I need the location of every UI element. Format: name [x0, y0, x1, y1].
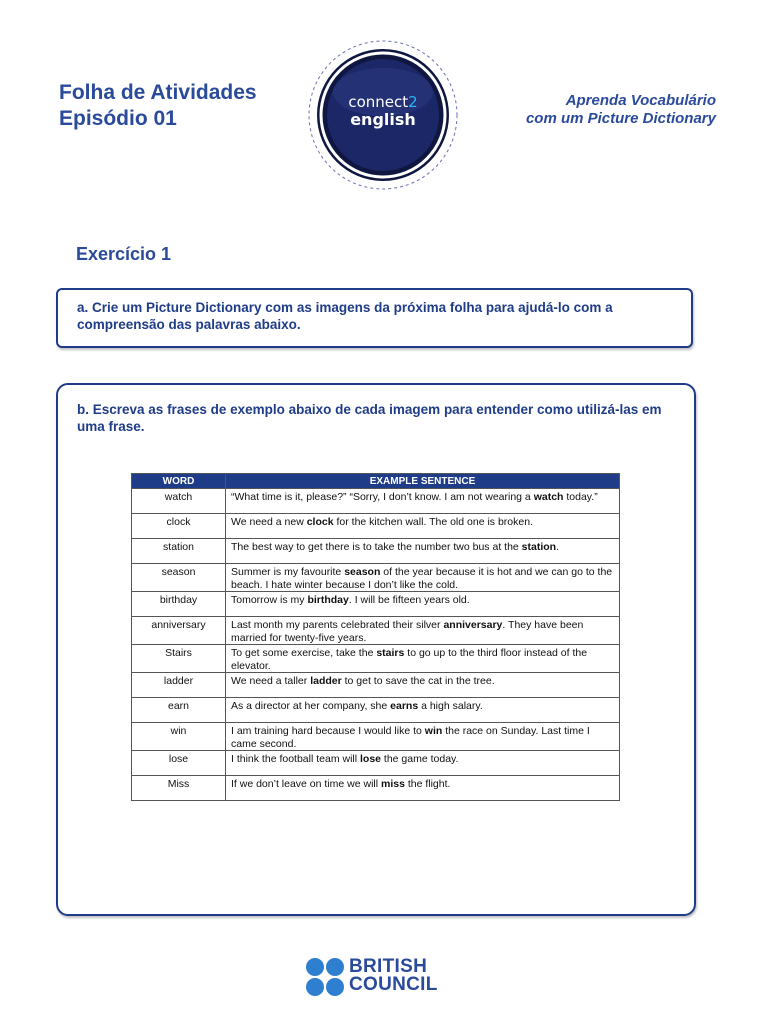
table-row	[132, 723, 620, 751]
sentence-text: for the kitchen wall. The old one is broken.	[333, 516, 533, 528]
highlighted-word: anniversary	[443, 619, 503, 631]
example-sentence-cell	[226, 592, 620, 617]
example-sentence-cell	[226, 776, 620, 801]
sentence-text: As a director at her company, she	[231, 700, 391, 712]
logo-two: 2	[408, 93, 418, 111]
sentence-text: Last month my parents celebrated their silver	[231, 619, 444, 631]
highlighted-word: season	[344, 566, 381, 578]
logo-text	[300, 94, 466, 129]
highlighted-word: miss	[380, 778, 405, 790]
sentence-text: . They have been married for twenty-five years.	[231, 619, 584, 644]
sentence-text: the flight.	[404, 778, 451, 790]
table-row	[132, 489, 620, 514]
sentence-text: to go up to the third floor instead of the elevator.	[231, 647, 588, 672]
table-row	[132, 592, 620, 617]
sentence-text: We need a taller	[231, 675, 311, 687]
word-cell: watch	[132, 489, 226, 514]
header-example-sentence: EXAMPLE SENTENCE	[226, 474, 620, 489]
table-row	[132, 776, 620, 801]
instruction-box-a	[56, 288, 693, 348]
subtitle-line-1: Aprenda Vocabulário	[565, 92, 716, 109]
sentence-text: If we don’t leave on time we will	[231, 778, 381, 790]
header-word: WORD	[132, 474, 226, 489]
british-council-dots-icon	[306, 958, 346, 996]
brand-line-1: BRITISH	[349, 956, 428, 977]
sentence-text: I think the football team will	[231, 753, 360, 765]
sentence-text: a high salary.	[418, 700, 483, 712]
table-row	[132, 673, 620, 698]
sentence-text: the game today.	[381, 753, 459, 765]
british-council-logo	[306, 958, 446, 996]
subtitle-line-2: com um Picture Dictionary	[525, 110, 716, 127]
vocabulary-table	[131, 473, 620, 801]
word-cell: station	[132, 539, 226, 564]
sentence-text: today.”	[563, 491, 598, 503]
highlighted-word: birthday	[307, 594, 349, 606]
sentence-text: I am training hard because I would like to	[231, 725, 425, 737]
sentence-text: We need a new	[231, 516, 307, 528]
instruction-a-text: a. Crie um Picture Dictionary com as imagens da próxima folha para ajudá-lo com a compreensão das palavras abaixo.	[77, 300, 613, 332]
word-cell: win	[132, 723, 226, 751]
sentence-text: to get to save the cat in the tree.	[341, 675, 495, 687]
table-row	[132, 514, 620, 539]
sentence-text: .	[556, 541, 560, 553]
word-cell: birthday	[132, 592, 226, 617]
word-cell: Miss	[132, 776, 226, 801]
exercise-title: Exercício 1	[76, 244, 172, 264]
page-subtitle	[526, 92, 716, 128]
table-row	[132, 564, 620, 592]
highlighted-word: earns	[390, 700, 419, 712]
table-row	[132, 617, 620, 645]
highlighted-word: station	[521, 541, 557, 553]
highlighted-word: lose	[359, 753, 381, 765]
word-cell: anniversary	[132, 617, 226, 645]
sentence-text: . I will be fifteen years old.	[348, 594, 470, 606]
connect2english-logo	[300, 40, 466, 190]
example-sentence-cell	[226, 617, 620, 645]
example-sentence-cell	[226, 751, 620, 776]
sentence-text: Summer is my favourite	[231, 566, 345, 578]
sentence-text: of the year because it is hot and we can go to the beach. I hate winter because I don’t like the cold.	[231, 566, 613, 591]
table-row	[132, 751, 620, 776]
sentence-text: To get some exercise, take the	[231, 647, 377, 659]
title-line-2: Episódio 01	[59, 107, 177, 130]
title-line-1: Folha de Atividades	[59, 81, 257, 104]
page-title	[59, 80, 257, 132]
word-cell: lose	[132, 751, 226, 776]
logo-connect: connect	[348, 93, 409, 111]
table-row	[132, 645, 620, 673]
example-sentence-cell	[226, 489, 620, 514]
example-sentence-cell	[226, 673, 620, 698]
word-cell: earn	[132, 698, 226, 723]
sentence-text: Tomorrow is my	[231, 594, 308, 606]
highlighted-word: ladder	[310, 675, 342, 687]
table-body	[132, 489, 620, 801]
highlighted-word: win	[424, 725, 443, 737]
table-header-row	[132, 474, 620, 489]
example-sentence-cell	[226, 698, 620, 723]
word-cell: Stairs	[132, 645, 226, 673]
table-row	[132, 698, 620, 723]
brand-line-2: COUNCIL	[349, 974, 438, 995]
example-sentence-cell	[226, 539, 620, 564]
instruction-b-text: b. Escreva as frases de exemplo abaixo de cada imagem para entender como utilizá-las em uma frase.	[77, 402, 662, 434]
example-sentence-cell	[226, 564, 620, 592]
example-sentence-cell	[226, 723, 620, 751]
highlighted-word: watch	[533, 491, 564, 503]
example-sentence-cell	[226, 645, 620, 673]
highlighted-word: clock	[306, 516, 334, 528]
example-sentence-cell	[226, 514, 620, 539]
sentence-text: “What time is it, please?” “Sorry, I don’t know. I am not wearing a	[231, 491, 534, 503]
table-row	[132, 539, 620, 564]
logo-english: english	[350, 110, 416, 129]
word-cell: ladder	[132, 673, 226, 698]
highlighted-word: stairs	[376, 647, 405, 659]
british-council-wordmark	[349, 958, 438, 994]
sentence-text: The best way to get there is to take the number two bus at the	[231, 541, 522, 553]
word-cell: season	[132, 564, 226, 592]
word-cell: clock	[132, 514, 226, 539]
sentence-text: the race on Sunday. Last time I came second.	[231, 725, 590, 750]
